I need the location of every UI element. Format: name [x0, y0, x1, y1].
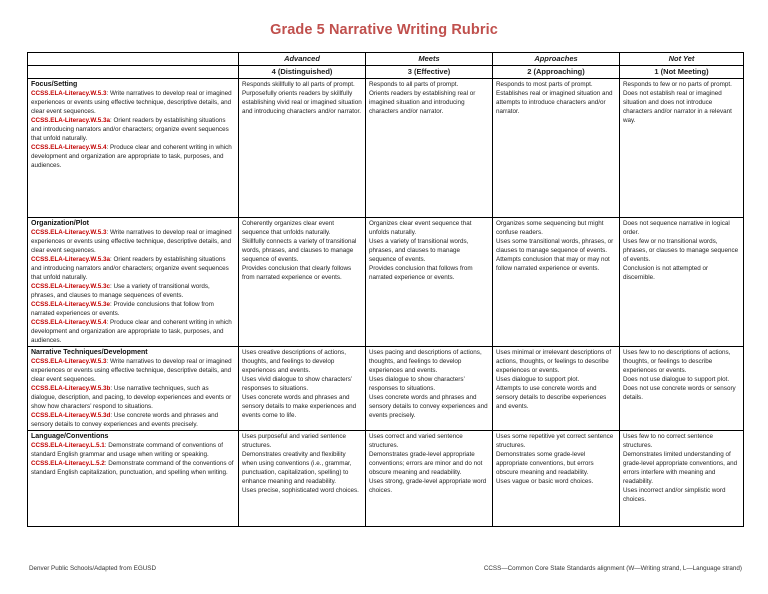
- standard-text: [31, 116, 235, 143]
- standard-description: : Use a variety of transitional words, phrases, and clauses to manage sequences of events.: [31, 283, 210, 299]
- standard-description: : Use concrete words and phrases and sensory details to convey experiences and events precisely.: [31, 412, 219, 428]
- standard-text: [31, 441, 235, 459]
- descriptor-cell: [493, 347, 620, 431]
- descriptor-text: Demonstrates creativity and flexibility when using conventions (i.e., grammar, punctuation, capitalization, spelling) to enhance meaning and readability.: [242, 451, 352, 485]
- standard-description: : Orient readers by establishing situations and introducing narrators and/or characters; organize event sequences that unfold naturally.: [31, 117, 229, 142]
- standard-text: [31, 89, 235, 116]
- descriptor-text: Uses dialogue to support plot.: [496, 376, 580, 383]
- standard-description: : Orient readers by establishing situations and introducing narrators and/or characters; organize event sequences that unfold naturally.: [31, 256, 229, 281]
- standard-code: CCSS.ELA-Literacy.W.5.3b: [31, 385, 111, 392]
- descriptor-text: Attempts to use concrete words and sensory details to describe experiences and events.: [496, 385, 607, 410]
- standard-description: : Use narrative techniques, such as dialogue, description, and pacing, to develop experiences and events or show how characters’ respond to situations.: [31, 385, 232, 410]
- standard-text: [31, 228, 235, 255]
- descriptor-cell: [366, 431, 493, 527]
- descriptor-cell: [239, 79, 366, 218]
- standard-code: CCSS.ELA-Literacy.W.5.3d: [31, 412, 111, 419]
- standard-code: CCSS.ELA-Literacy.W.5.3e: [31, 301, 110, 308]
- descriptor-text: Uses creative descriptions of actions, thoughts, and feelings to develop experiences and events.: [242, 349, 346, 374]
- criterion-title: Focus/Setting: [31, 81, 78, 88]
- footer-alignment-note: CCSS—Common Core State Standards alignment (W—Writing strand, L—Language strand): [483, 565, 742, 572]
- rubric-table: [27, 52, 744, 527]
- standard-description: : Produce clear and coherent writing in which development and organization are appropriate to task, purposes, and audiences.: [31, 144, 232, 169]
- standard-code: CCSS.ELA-Literacy.W.5.3: [31, 358, 107, 365]
- descriptor-cell: [366, 79, 493, 218]
- descriptor-cell: [239, 218, 366, 347]
- standard-text: [31, 357, 235, 384]
- descriptor-text: Uses some transitional words, phrases, or clauses to manage sequence of events.: [496, 238, 614, 254]
- descriptor-text: Conclusion is not attempted or discernible.: [623, 265, 709, 281]
- standard-description: : Write narratives to develop real or imagined experiences or events using effective technique, descriptive details, and clear event sequences.: [31, 229, 232, 254]
- standard-code: CCSS.ELA-Literacy.W.5.3c: [31, 283, 110, 290]
- descriptor-text: Demonstrates some grade-level appropriate conventions, but errors obscure meaning and readability.: [496, 451, 594, 476]
- standard-description: : Demonstrate command of conventions of standard English grammar and usage when writing or speaking.: [31, 442, 224, 458]
- standard-text: [31, 384, 235, 411]
- descriptor-text: Uses pacing and descriptions of actions, thoughts, and feelings to develop experiences and events.: [369, 349, 482, 374]
- descriptor-text: Uses few or no transitional words, phrases, or clauses to manage sequence of events.: [623, 238, 739, 263]
- level-score: 2 (Approaching): [493, 66, 620, 79]
- standard-text: [31, 282, 235, 300]
- descriptor-cell: [493, 218, 620, 347]
- descriptor-text: Responds skillfully to all parts of prompt.: [242, 81, 355, 88]
- criterion-title: Narrative Techniques/Development: [31, 349, 148, 356]
- descriptor-cell: [620, 431, 744, 527]
- descriptor-cell: [493, 79, 620, 218]
- descriptor-cell: [366, 347, 493, 431]
- rubric-row: [28, 431, 744, 527]
- standard-description: : Write narratives to develop real or imagined experiences or events using effective technique, descriptive details, and clear event sequences.: [31, 358, 232, 383]
- standard-code: CCSS.ELA-Literacy.L.5.2: [31, 460, 105, 467]
- descriptor-text: Provides conclusion that clearly follows from narrated experience or events.: [242, 265, 352, 281]
- standard-description: : Demonstrate command of the conventions of standard English capitalization, punctuation, and spelling when writing.: [31, 460, 234, 476]
- descriptor-text: Uses precise, sophisticated word choices.: [242, 487, 359, 494]
- descriptor-text: Uses dialogue to show characters’ responses to situations.: [369, 376, 465, 392]
- descriptor-text: Uses few to no correct sentence structures.: [623, 433, 713, 449]
- descriptor-text: Demonstrates limited understanding of grade-level appropriate conventions, and errors interfere with meaning and readability.: [623, 451, 738, 485]
- descriptor-text: Uses concrete words and phrases and sensory details to make experiences and events come to life.: [242, 394, 357, 419]
- descriptor-text: Does not sequence narrative in logical order.: [623, 220, 730, 236]
- corner-cell: [28, 53, 239, 66]
- level-name: Advanced: [239, 53, 366, 66]
- standard-code: CCSS.ELA-Literacy.W.5.3: [31, 229, 107, 236]
- level-score-row: [28, 66, 744, 79]
- descriptor-text: Uses concrete words and phrases and sensory details to convey experiences and events precisely.: [369, 394, 488, 419]
- standard-text: [31, 255, 235, 282]
- descriptor-text: Organizes clear event sequence that unfolds naturally.: [369, 220, 472, 236]
- descriptor-cell: [239, 347, 366, 431]
- level-score: 3 (Effective): [366, 66, 493, 79]
- criterion-cell: [28, 79, 239, 218]
- descriptor-text: Attempts conclusion that may or may not follow narrated experience or events.: [496, 256, 610, 272]
- descriptor-text: Uses minimal or irrelevant descriptions of actions, thoughts, or feelings to describe experiences or events.: [496, 349, 612, 374]
- descriptor-cell: [620, 347, 744, 431]
- standard-code: CCSS.ELA-Literacy.W.5.4: [31, 319, 107, 326]
- descriptor-text: Uses strong, grade-level appropriate word choices.: [369, 478, 487, 494]
- descriptor-text: Uses a variety of transitional words, phrases, and clauses to manage sequence of events.: [369, 238, 469, 263]
- standard-description: : Produce clear and coherent writing in which development and organization are appropriate to task, purposes, and audiences.: [31, 319, 232, 344]
- standard-text: [31, 318, 235, 345]
- descriptor-text: Responds to few or no parts of prompt.: [623, 81, 732, 88]
- descriptor-text: Uses few to no descriptions of actions, thoughts, or feelings to describe experiences or events.: [623, 349, 731, 374]
- descriptor-text: Responds to most parts of prompt.: [496, 81, 593, 88]
- descriptor-text: Uses correct and varied sentence structures.: [369, 433, 463, 449]
- corner-cell: [28, 66, 239, 79]
- descriptor-text: Does not use dialogue to support plot.: [623, 376, 730, 383]
- standard-text: [31, 459, 235, 477]
- level-name-row: [28, 53, 744, 66]
- descriptor-text: Purposefully orients readers by skillfully establishing vivid real or imagined situation and introducing characters and/or narrator.: [242, 90, 362, 115]
- descriptor-cell: [239, 431, 366, 527]
- criterion-cell: [28, 431, 239, 527]
- descriptor-text: Responds to all parts of prompt.: [369, 81, 459, 88]
- descriptor-text: Establishes real or imagined situation and attempts to introduce characters and/or narrator.: [496, 90, 613, 115]
- criterion-title: Organization/Plot: [31, 220, 89, 227]
- descriptor-text: Uses vague or basic word choices.: [496, 478, 594, 485]
- standard-text: [31, 300, 235, 318]
- descriptor-text: Organizes some sequencing but might confuse readers.: [496, 220, 604, 236]
- rubric-row: [28, 347, 744, 431]
- descriptor-text: Skillfully connects a variety of transitional words, phrases, and clauses to manage sequence of events.: [242, 238, 357, 263]
- criterion-title: Language/Conventions: [31, 433, 109, 440]
- descriptor-text: Orients readers by establishing real or imagined situation and introducing characters and/or narrator.: [369, 90, 476, 115]
- descriptor-text: Provides conclusion that follows from narrated experience or events.: [369, 265, 473, 281]
- descriptor-cell: [620, 218, 744, 347]
- footer-source: Denver Public Schools/Adapted from EGUSD: [29, 565, 157, 572]
- standard-text: [31, 411, 235, 429]
- level-score: 4 (Distinguished): [239, 66, 366, 79]
- standard-code: CCSS.ELA-Literacy.W.5.3a: [31, 256, 110, 263]
- standard-description: : Provide conclusions that follow from narrated experiences or events.: [31, 301, 214, 317]
- level-name: Approaches: [493, 53, 620, 66]
- standard-code: CCSS.ELA-Literacy.L.5.1: [31, 442, 105, 449]
- rubric-row: [28, 218, 744, 347]
- level-name: Meets: [366, 53, 493, 66]
- standard-code: CCSS.ELA-Literacy.W.5.4: [31, 144, 107, 151]
- descriptor-text: Uses incorrect and/or simplistic word choices.: [623, 487, 726, 503]
- descriptor-cell: [493, 431, 620, 527]
- criterion-cell: [28, 347, 239, 431]
- rubric-row: [28, 79, 744, 218]
- standard-description: : Write narratives to develop real or imagined experiences or events using effective technique, descriptive details, and clear event sequences.: [31, 90, 232, 115]
- criterion-cell: [28, 218, 239, 347]
- standard-text: [31, 143, 235, 170]
- descriptor-cell: [620, 79, 744, 218]
- level-name: Not Yet: [620, 53, 744, 66]
- descriptor-text: Uses purposeful and varied sentence structures.: [242, 433, 346, 449]
- standard-code: CCSS.ELA-Literacy.W.5.3: [31, 90, 107, 97]
- descriptor-cell: [366, 218, 493, 347]
- descriptor-text: Uses some repetitive yet correct sentence structures.: [496, 433, 614, 449]
- descriptor-text: Uses vivid dialogue to show characters’ responses to situations.: [242, 376, 353, 392]
- descriptor-text: Does not use concrete words or sensory details.: [623, 385, 736, 401]
- descriptor-text: Does not establish real or imagined situation and does not introduce characters and/or narrator in a relevant way.: [623, 90, 732, 124]
- standard-code: CCSS.ELA-Literacy.W.5.3a: [31, 117, 110, 124]
- page-title: Grade 5 Narrative Writing Rubric: [270, 22, 498, 38]
- level-score: 1 (Not Meeting): [620, 66, 744, 79]
- descriptor-text: Demonstrates grade-level appropriate conventions; errors are minor and do not obscure meaning and readability.: [369, 451, 483, 476]
- descriptor-text: Coherently organizes clear event sequence that unfolds naturally.: [242, 220, 335, 236]
